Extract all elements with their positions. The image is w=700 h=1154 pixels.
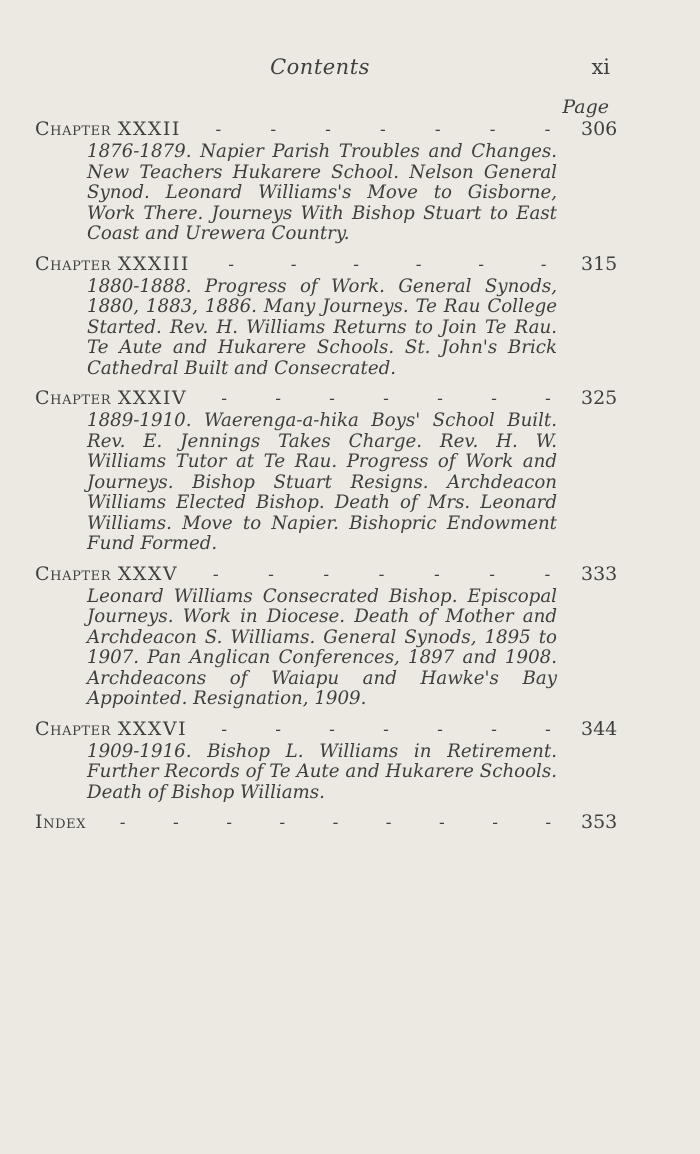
table-of-contents <box>35 118 618 843</box>
toc-entry-heading <box>35 387 618 411</box>
toc-entry-heading <box>35 717 618 742</box>
toc-entry-heading <box>35 562 618 587</box>
chapter-label: Chapter XXXIII <box>35 252 190 275</box>
page-number: xi <box>591 55 610 79</box>
chapter-label: Chapter XXXIV <box>35 387 188 409</box>
toc-entry-chapter-35 <box>35 562 618 710</box>
chapter-label: Chapter XXXII <box>35 118 181 140</box>
chapter-synopsis: 1889-1910. Waerenga-a-hika Boys' School Built. Rev. E. Jennings Takes Charge. Rev. H. W. Williams Tutor at Te Rau. Progress of Work and Journeys. Bishop Stuart Resigns. Archdeacon Williams Elected Bishop. Death of Mrs. Leonard Williams. Move to Napier. Bishopric Endowment Fund Formed. <box>87 410 557 554</box>
chapter-synopsis: 1880-1888. Progress of Work. General Synods, 1880, 1883, 1886. Many Journeys. Te Rau College Started. Rev. H. Williams Returns to Join Te Rau. Te Aute and Hukarere Schools. St. John's Brick Cathedral Built and Consecrated. <box>87 275 557 379</box>
toc-entry-chapter-33 <box>35 252 618 380</box>
page-ref: 306 <box>581 118 618 140</box>
dot-leaders: - - - - - - - <box>221 719 551 740</box>
page-ref: 333 <box>581 562 618 585</box>
chapter-synopsis: Leonard Williams Consecrated Bishop. Episcopal Journeys. Work in Diocese. Death of Mother and Archdeacon S. Williams. General Synods, 1895 to 1907. Pan Anglican Conferences, 1897 and 1908. Archdeacons of Waiapu and Hawke's Bay Appointed. Resignation, 1909. <box>87 585 557 709</box>
toc-entry-index <box>35 811 618 835</box>
dot-leaders: - - - - - - <box>228 254 547 275</box>
dot-leaders: - - - - - - - <box>212 564 551 585</box>
chapter-synopsis: 1876-1879. Napier Parish Troubles and Changes. New Teachers Hukarere School. Nelson General Synod. Leonard Williams's Move to Gisborne, Work There. Journeys With Bishop Stuart to East Coast and Urewera Country. <box>87 141 557 244</box>
page-ref: 344 <box>581 717 618 740</box>
toc-entry-heading <box>35 118 618 142</box>
index-label: Index <box>35 811 87 833</box>
running-title: Contents <box>270 55 370 79</box>
toc-entry-heading <box>35 252 618 277</box>
chapter-synopsis: 1909-1916. Bishop L. Williams in Retirement. Further Records of Te Aute and Hukarere Schools. Death of Bishop Williams. <box>87 740 557 803</box>
page-ref: 315 <box>581 252 618 275</box>
chapter-label: Chapter XXXVI <box>35 717 188 740</box>
dot-leaders: - - - - - - - <box>221 389 551 409</box>
toc-entry-chapter-32 <box>35 118 618 245</box>
dot-leaders: - - - - - - - - - <box>119 813 552 833</box>
toc-entry-heading <box>35 811 618 835</box>
dot-leaders: - - - - - - - <box>215 120 551 140</box>
toc-entry-chapter-36 <box>35 717 618 804</box>
toc-entry-chapter-34 <box>35 387 618 555</box>
page-ref: 353 <box>581 811 618 833</box>
page-column-label: Page <box>562 96 609 118</box>
page-ref: 325 <box>581 387 618 409</box>
chapter-label: Chapter XXXV <box>35 562 179 585</box>
